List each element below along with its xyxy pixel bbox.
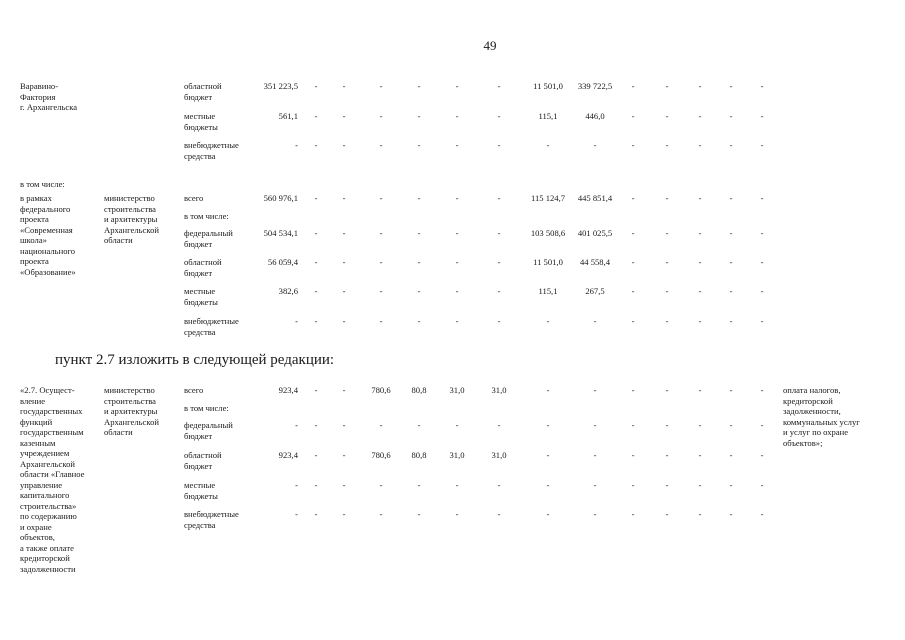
funding-source: внебюджетные [184,509,239,519]
value-cell: - [593,450,597,460]
project-name: проекта [20,256,49,266]
value-cell: - [729,257,733,267]
value-cell: - [760,257,764,267]
value-cell: - [698,257,702,267]
value-cell: - [665,385,669,395]
row-total: 351 223,5 [263,81,298,91]
funding-source: внебюджетные [184,140,239,150]
activity-name: по содержанию [20,511,77,521]
project-name: школа» [20,235,47,245]
value-cell: - [729,193,733,203]
value-cell: - [342,81,346,91]
value-cell: - [455,509,459,519]
value-cell: - [665,140,669,150]
value-cell: - [417,286,421,296]
value-cell: - [314,316,318,326]
executor-name: строительства [104,203,156,214]
activity-name: объектов, [20,532,55,542]
value-cell: - [631,316,635,326]
value-cell: - [665,228,669,238]
project-name: «Образование» [20,266,76,277]
value-cell: 780,6 [371,385,391,395]
value-cell: - [631,140,635,150]
value-cell: - [631,111,635,121]
object-name: Варавино- [20,81,59,91]
value-cell: 11 501,0 [533,257,563,267]
funding-source: бюджет [184,238,213,249]
activity-name: задолженности [20,563,76,574]
value-cell: - [314,228,318,238]
value-cell: - [417,480,421,490]
value-cell: - [631,385,635,395]
value-cell: - [342,228,346,238]
value-cell: - [342,420,346,430]
value-cell: - [497,111,501,121]
value-cell: - [342,193,346,203]
value-cell: - [593,316,597,326]
row-total: - [295,420,298,430]
value-cell: - [342,257,346,267]
funding-source-total: всего [184,193,204,203]
in-that-number-label: в том числе: [20,179,65,189]
funding-source: местные [184,111,216,121]
value-cell: - [760,420,764,430]
funding-source: внебюджетные [184,316,239,326]
value-cell: - [698,509,702,519]
value-cell: - [497,286,501,296]
value-cell: - [314,450,318,460]
value-cell: - [497,228,501,238]
value-cell: - [342,450,346,460]
activity-name: государственных [20,406,83,416]
value-cell: - [729,140,733,150]
value-cell: - [497,140,501,150]
value-cell: - [546,420,550,430]
executor-name: и архитектуры [104,406,158,416]
value-cell: - [698,228,702,238]
row-total: 382,6 [278,286,298,296]
value-cell: 780,6 [371,450,391,460]
project-name: федерального [20,203,71,214]
value-cell: - [379,257,383,267]
value-cell: - [593,420,597,430]
value-cell: - [698,385,702,395]
value-cell: - [593,385,597,395]
funding-source: областной [184,81,222,91]
row-total: - [295,509,298,519]
value-cell: - [342,316,346,326]
value-cell: 11 501,0 [533,81,563,91]
object-name: г. Архангельска [20,102,78,112]
value-cell: - [455,228,459,238]
project-name: в рамках [20,193,52,203]
value-cell: - [729,385,733,395]
in-that-number-label: в том числе: [184,211,229,221]
value-cell: - [379,509,383,519]
value-cell: - [631,81,635,91]
value-cell: - [314,193,318,203]
funding-source: федеральный [184,420,233,430]
value-cell: - [665,193,669,203]
value-cell: - [631,286,635,296]
value-cell: - [497,81,501,91]
value-cell: 103 508,6 [530,228,566,238]
value-cell: - [593,509,597,519]
value-cell: - [379,420,383,430]
value-cell: - [497,420,501,430]
funding-source: областной [184,257,222,267]
executor-name: строительства [104,395,156,406]
value-cell: - [760,450,764,460]
value-cell: - [455,193,459,203]
value-cell: - [379,193,383,203]
value-cell: - [314,420,318,430]
executor-name: области [104,235,133,245]
activity-name: и охране [20,521,52,532]
executor-name: Архангельской [104,416,159,427]
funding-source: бюджеты [184,121,218,132]
value-cell: - [455,480,459,490]
value-cell: - [314,385,318,395]
value-cell: 339 722,5 [577,81,613,91]
value-cell: - [546,509,550,519]
value-cell: - [314,257,318,267]
value-cell: - [698,286,702,296]
activity-name: области «Главное [20,469,85,479]
funding-source: средства [184,519,216,530]
value-cell: - [729,228,733,238]
value-cell: - [497,480,501,490]
value-cell: - [417,228,421,238]
activity-name: капитального [20,490,70,500]
executor-name: Архангельской [104,224,159,235]
value-cell: - [314,81,318,91]
value-cell: - [455,286,459,296]
value-cell: 115,1 [538,286,558,296]
expected-result: коммунальных услуг [783,416,860,427]
value-cell: - [314,140,318,150]
value-cell: - [760,480,764,490]
funding-source: бюджеты [184,490,218,501]
value-cell: - [314,509,318,519]
activity-name: а также оплате [20,542,74,553]
value-cell: - [342,286,346,296]
value-cell: - [546,385,550,395]
value-cell: - [665,81,669,91]
value-cell: - [631,193,635,203]
value-cell: - [729,111,733,121]
activity-name: «2.7. Осущест- [20,385,75,395]
funding-source: бюджет [184,460,213,471]
value-cell: - [729,509,733,519]
value-cell: 31,0 [491,385,507,395]
value-cell: - [698,420,702,430]
expected-result: оплата налогов, [783,385,841,395]
value-cell: - [314,480,318,490]
value-cell: - [760,316,764,326]
project-name: национального [20,245,76,256]
value-cell: 115 124,7 [530,193,566,203]
value-cell: - [665,480,669,490]
value-cell: - [729,450,733,460]
value-cell: - [729,286,733,296]
activity-name: строительства» [20,500,77,511]
value-cell: - [665,286,669,296]
value-cell: - [417,140,421,150]
row-total: - [295,316,298,326]
value-cell: - [455,257,459,267]
funding-source: средства [184,150,216,161]
value-cell: - [342,111,346,121]
value-cell: - [497,193,501,203]
value-cell: - [379,286,383,296]
funding-source: бюджеты [184,296,218,307]
value-cell: - [379,81,383,91]
value-cell: - [631,509,635,519]
expected-result: задолженности, [783,406,841,416]
value-cell: - [729,316,733,326]
value-cell: 446,0 [585,111,605,121]
value-cell: - [314,286,318,296]
value-cell: - [698,480,702,490]
funding-source: местные [184,286,216,296]
value-cell: - [379,316,383,326]
project-name: «Современная [20,224,73,235]
value-cell: - [760,111,764,121]
value-cell: 401 025,5 [577,228,613,238]
value-cell: - [760,509,764,519]
value-cell: - [729,420,733,430]
value-cell: - [417,193,421,203]
expected-result: кредиторской [783,395,833,406]
value-cell: - [698,140,702,150]
value-cell: - [698,193,702,203]
value-cell: - [379,111,383,121]
value-cell: - [631,257,635,267]
value-cell: - [379,480,383,490]
funding-source-total: всего [184,385,204,395]
value-cell: - [760,193,764,203]
project-name: проекта [20,214,49,224]
row-total: 504 534,1 [263,228,298,238]
value-cell: - [417,509,421,519]
value-cell: - [631,420,635,430]
value-cell: - [455,111,459,121]
value-cell: - [417,257,421,267]
row-total: 561,1 [278,111,298,121]
funding-source: бюджет [184,91,213,102]
value-cell: 267,5 [585,286,605,296]
value-cell: - [342,385,346,395]
row-total: 923,4 [278,450,298,460]
funding-source: средства [184,326,216,337]
value-cell: - [760,228,764,238]
value-cell: 31,0 [449,385,465,395]
value-cell: - [417,111,421,121]
value-cell: - [455,81,459,91]
activity-name: кредиторской [20,553,70,563]
value-cell: - [379,140,383,150]
section-heading: пункт 2.7 изложить в следующей редакции: [55,352,335,368]
value-cell: - [417,420,421,430]
value-cell: - [698,81,702,91]
activity-name: функций [20,416,53,427]
executor-name: министерство [104,193,155,203]
expected-result: и услуг по охране [783,427,849,437]
value-cell: - [631,450,635,460]
value-cell: - [497,316,501,326]
executor-name: и архитектуры [104,214,158,224]
value-cell: - [665,450,669,460]
row-total: 923,4 [278,385,298,395]
value-cell: - [546,480,550,490]
value-cell: - [631,480,635,490]
row-total: - [295,140,298,150]
value-cell: - [729,480,733,490]
value-cell: - [455,420,459,430]
activity-name: казенным [20,437,56,448]
value-cell: 31,0 [449,450,465,460]
value-cell: 80,8 [411,450,427,460]
value-cell: - [760,81,764,91]
funding-source: федеральный [184,228,233,238]
activity-name: Архангельской [20,458,75,469]
activity-name: вление [20,395,46,406]
value-cell: - [665,111,669,121]
value-cell: - [631,228,635,238]
activity-name: учреждением [20,448,70,458]
value-cell: 44 558,4 [579,257,611,267]
executor-name: области [104,427,133,437]
in-that-number-label: в том числе: [184,403,229,413]
value-cell: - [698,450,702,460]
value-cell: - [698,111,702,121]
activity-name: управление [20,479,63,490]
value-cell: - [665,509,669,519]
value-cell: - [665,316,669,326]
value-cell: - [729,81,733,91]
value-cell: - [546,316,550,326]
value-cell: - [760,140,764,150]
page-number: 49 [483,38,497,53]
value-cell: 115,1 [538,111,558,121]
value-cell: - [698,316,702,326]
value-cell: - [593,140,597,150]
value-cell: 445 851,4 [577,193,613,203]
value-cell: 80,8 [411,385,427,395]
value-cell: - [546,450,550,460]
funding-source: местные [184,480,216,490]
row-total: 560 976,1 [263,193,298,203]
activity-name: государственным [20,427,84,437]
expected-result: объектов»; [783,437,823,448]
value-cell: - [455,140,459,150]
value-cell: 31,0 [491,450,507,460]
value-cell: - [417,81,421,91]
funding-source: бюджет [184,267,213,278]
object-name: Фактория [20,91,56,102]
value-cell: - [665,420,669,430]
executor-name: министерство [104,385,155,395]
value-cell: - [760,286,764,296]
value-cell: - [314,111,318,121]
value-cell: - [665,257,669,267]
value-cell: - [342,480,346,490]
row-total: - [295,480,298,490]
row-total: 56 059,4 [267,257,298,267]
value-cell: - [379,228,383,238]
value-cell: - [497,257,501,267]
funding-source: областной [184,450,222,460]
value-cell: - [546,140,550,150]
value-cell: - [760,385,764,395]
value-cell: - [342,140,346,150]
funding-source: бюджет [184,430,213,441]
value-cell: - [593,480,597,490]
value-cell: - [497,509,501,519]
value-cell: - [417,316,421,326]
value-cell: - [342,509,346,519]
value-cell: - [455,316,459,326]
